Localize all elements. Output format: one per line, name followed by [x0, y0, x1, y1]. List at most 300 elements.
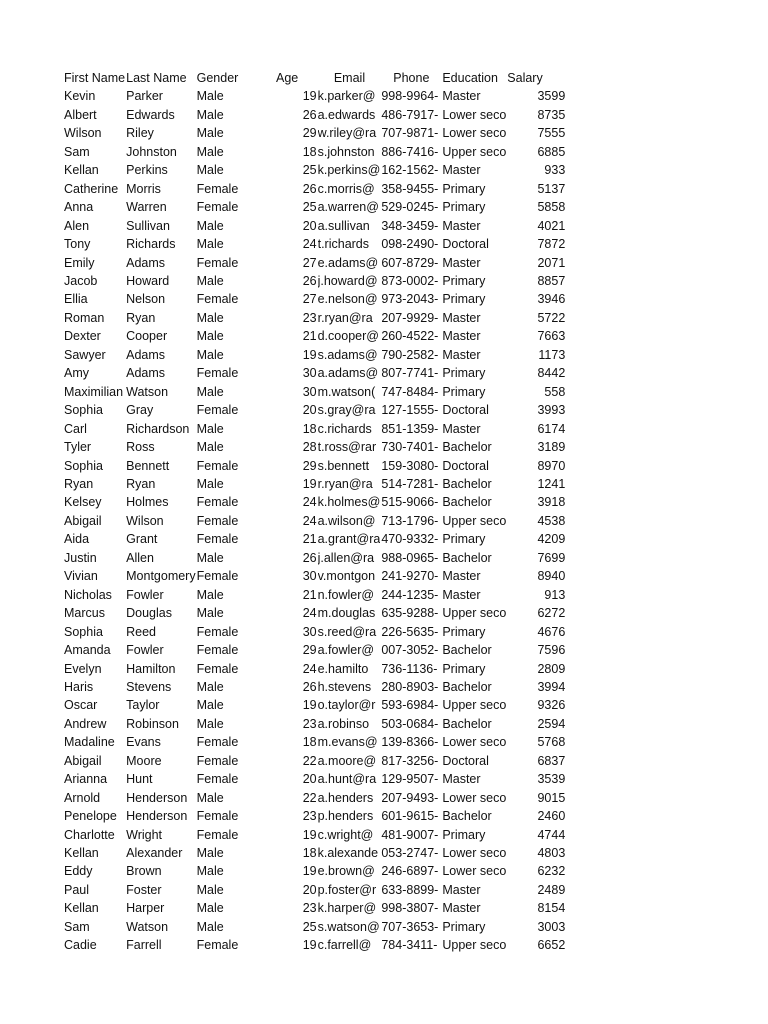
cell-email[interactable]: k.holmes@	[317, 495, 381, 510]
cell-phone[interactable]: 098-2490-	[381, 237, 439, 252]
cell-salary[interactable]: 9015	[537, 790, 566, 805]
cell-age[interactable]: 21	[302, 532, 317, 547]
cell-email[interactable]: e.hamilto	[317, 661, 369, 676]
header-age[interactable]: Age	[275, 71, 299, 85]
cell-gender[interactable]: Female	[196, 569, 239, 584]
cell-first-name[interactable]: Haris	[64, 679, 94, 694]
cell-gender[interactable]: Female	[196, 181, 239, 196]
cell-phone[interactable]: 514-7281-	[381, 476, 439, 491]
cell-age[interactable]: 26	[302, 181, 317, 196]
cell-gender[interactable]: Male	[196, 144, 224, 159]
cell-first-name[interactable]: Nicholas	[64, 587, 112, 602]
cell-phone[interactable]: 162-1562-	[381, 163, 439, 178]
cell-last-name[interactable]: Adams	[126, 366, 166, 381]
cell-salary[interactable]: 3946	[537, 292, 566, 307]
cell-email[interactable]: a.wilson@	[317, 513, 376, 528]
cell-phone[interactable]: 481-9007-	[381, 827, 439, 842]
cell-last-name[interactable]: Adams	[126, 255, 166, 270]
cell-education[interactable]: Master	[442, 882, 481, 897]
cell-last-name[interactable]: Adams	[126, 347, 166, 362]
cell-email[interactable]: t.richards	[317, 237, 370, 252]
cell-age[interactable]: 27	[302, 255, 317, 270]
header-salary[interactable]: Salary	[507, 71, 543, 85]
cell-gender[interactable]: Male	[196, 476, 224, 491]
cell-phone[interactable]: 713-1796-	[381, 513, 439, 528]
header-education[interactable]: Education	[442, 71, 498, 85]
cell-age[interactable]: 25	[302, 919, 317, 934]
cell-last-name[interactable]: Farrell	[126, 938, 162, 953]
cell-gender[interactable]: Male	[196, 384, 224, 399]
cell-salary[interactable]: 8735	[537, 107, 566, 122]
cell-salary[interactable]: 8970	[537, 458, 566, 473]
cell-last-name[interactable]: Ross	[126, 440, 155, 455]
cell-phone[interactable]: 988-0965-	[381, 550, 439, 565]
cell-last-name[interactable]: Morris	[126, 181, 161, 196]
cell-last-name[interactable]: Henderson	[126, 809, 188, 824]
cell-education[interactable]: Upper seco	[442, 606, 507, 621]
cell-gender[interactable]: Female	[196, 643, 239, 658]
cell-salary[interactable]: 913	[544, 587, 566, 602]
cell-first-name[interactable]: Abigail	[64, 753, 102, 768]
cell-education[interactable]: Upper seco	[442, 144, 507, 159]
cell-salary[interactable]: 8857	[537, 273, 566, 288]
cell-age[interactable]: 26	[302, 550, 317, 565]
cell-email[interactable]: a.sullivan	[317, 218, 370, 233]
cell-first-name[interactable]: Abigail	[64, 513, 102, 528]
cell-email[interactable]: n.fowler@	[317, 587, 375, 602]
cell-salary[interactable]: 6174	[537, 421, 566, 436]
cell-salary[interactable]: 6837	[537, 753, 566, 768]
cell-email[interactable]: a.grant@ra	[317, 532, 381, 547]
cell-age[interactable]: 29	[302, 126, 317, 141]
cell-age[interactable]: 18	[302, 735, 317, 750]
cell-last-name[interactable]: Edwards	[126, 107, 175, 122]
cell-salary[interactable]: 3918	[537, 495, 566, 510]
cell-email[interactable]: s.adams@	[317, 347, 378, 362]
cell-gender[interactable]: Male	[196, 218, 224, 233]
cell-email[interactable]: d.cooper@	[317, 329, 379, 344]
cell-last-name[interactable]: Douglas	[126, 606, 172, 621]
cell-email[interactable]: a.hunt@ra	[317, 772, 377, 787]
cell-education[interactable]: Doctoral	[442, 403, 489, 418]
cell-first-name[interactable]: Marcus	[64, 606, 105, 621]
cell-phone[interactable]: 707-3653-	[381, 919, 439, 934]
cell-phone[interactable]: 127-1555-	[381, 403, 439, 418]
cell-age[interactable]: 18	[302, 144, 317, 159]
cell-first-name[interactable]: Paul	[64, 882, 90, 897]
cell-salary[interactable]: 2489	[537, 882, 566, 897]
cell-last-name[interactable]: Johnston	[126, 144, 177, 159]
cell-education[interactable]: Master	[442, 347, 481, 362]
cell-salary[interactable]: 5858	[537, 200, 566, 215]
cell-first-name[interactable]: Kellan	[64, 901, 99, 916]
cell-education[interactable]: Bachelor	[442, 476, 492, 491]
cell-email[interactable]: r.ryan@ra	[317, 310, 373, 325]
cell-gender[interactable]: Male	[196, 846, 224, 861]
cell-first-name[interactable]: Andrew	[64, 716, 107, 731]
cell-age[interactable]: 18	[302, 421, 317, 436]
cell-salary[interactable]: 4744	[537, 827, 566, 842]
cell-education[interactable]: Master	[442, 255, 481, 270]
cell-salary[interactable]: 3003	[537, 919, 566, 934]
cell-education[interactable]: Bachelor	[442, 550, 492, 565]
cell-phone[interactable]: 470-9332-	[381, 532, 439, 547]
cell-age[interactable]: 21	[302, 587, 317, 602]
cell-age[interactable]: 30	[302, 624, 317, 639]
cell-gender[interactable]: Female	[196, 772, 239, 787]
cell-email[interactable]: m.evans@	[317, 735, 378, 750]
cell-education[interactable]: Doctoral	[442, 458, 489, 473]
cell-first-name[interactable]: Dexter	[64, 329, 101, 344]
cell-last-name[interactable]: Watson	[126, 384, 169, 399]
cell-salary[interactable]: 6652	[537, 938, 566, 953]
cell-first-name[interactable]: Madaline	[64, 735, 115, 750]
cell-phone[interactable]: 707-9871-	[381, 126, 439, 141]
cell-first-name[interactable]: Sam	[64, 144, 90, 159]
cell-email[interactable]: s.bennett	[317, 458, 370, 473]
cell-first-name[interactable]: Sophia	[64, 403, 103, 418]
cell-age[interactable]: 19	[302, 864, 317, 879]
cell-last-name[interactable]: Warren	[126, 200, 167, 215]
cell-salary[interactable]: 7663	[537, 329, 566, 344]
cell-phone[interactable]: 129-9507-	[381, 772, 439, 787]
cell-phone[interactable]: 241-9270-	[381, 569, 439, 584]
cell-education[interactable]: Master	[442, 163, 481, 178]
cell-first-name[interactable]: Anna	[64, 200, 94, 215]
cell-email[interactable]: m.watson(	[317, 384, 376, 399]
cell-last-name[interactable]: Watson	[126, 919, 169, 934]
cell-phone[interactable]: 207-9929-	[381, 310, 439, 325]
cell-first-name[interactable]: Charlotte	[64, 827, 115, 842]
cell-first-name[interactable]: Evelyn	[64, 661, 102, 676]
cell-education[interactable]: Bachelor	[442, 643, 492, 658]
header-phone[interactable]: Phone	[393, 71, 430, 85]
cell-salary[interactable]: 5768	[537, 735, 566, 750]
cell-salary[interactable]: 7699	[537, 550, 566, 565]
cell-salary[interactable]: 2460	[537, 809, 566, 824]
cell-first-name[interactable]: Amy	[64, 366, 89, 381]
cell-last-name[interactable]: Robinson	[126, 716, 179, 731]
cell-phone[interactable]: 007-3052-	[381, 643, 439, 658]
cell-phone[interactable]: 747-8484-	[381, 384, 439, 399]
cell-salary[interactable]: 4803	[537, 846, 566, 861]
cell-last-name[interactable]: Grant	[126, 532, 158, 547]
cell-email[interactable]: k.harper@	[317, 901, 377, 916]
cell-email[interactable]: s.johnston	[317, 144, 375, 159]
cell-education[interactable]: Lower seco	[442, 107, 507, 122]
cell-salary[interactable]: 4021	[537, 218, 566, 233]
cell-email[interactable]: k.perkins@	[317, 163, 381, 178]
cell-age[interactable]: 18	[302, 846, 317, 861]
cell-education[interactable]: Bachelor	[442, 440, 492, 455]
cell-age[interactable]: 29	[302, 458, 317, 473]
cell-last-name[interactable]: Sullivan	[126, 218, 170, 233]
cell-age[interactable]: 24	[302, 237, 317, 252]
cell-salary[interactable]: 4209	[537, 532, 566, 547]
cell-gender[interactable]: Female	[196, 938, 239, 953]
cell-salary[interactable]: 7872	[537, 237, 566, 252]
cell-gender[interactable]: Female	[196, 513, 239, 528]
cell-phone[interactable]: 635-9288-	[381, 606, 439, 621]
cell-education[interactable]: Primary	[442, 919, 486, 934]
cell-age[interactable]: 30	[302, 366, 317, 381]
cell-gender[interactable]: Male	[196, 89, 224, 104]
cell-phone[interactable]: 260-4522-	[381, 329, 439, 344]
cell-salary[interactable]: 7555	[537, 126, 566, 141]
cell-first-name[interactable]: Sawyer	[64, 347, 106, 362]
cell-salary[interactable]: 2809	[537, 661, 566, 676]
cell-age[interactable]: 19	[302, 89, 317, 104]
header-gender[interactable]: Gender	[196, 71, 239, 85]
cell-education[interactable]: Doctoral	[442, 237, 489, 252]
cell-salary[interactable]: 5137	[537, 181, 566, 196]
cell-gender[interactable]: Male	[196, 550, 224, 565]
cell-email[interactable]: v.montgon	[317, 569, 376, 584]
cell-gender[interactable]: Male	[196, 107, 224, 122]
cell-education[interactable]: Primary	[442, 273, 486, 288]
cell-education[interactable]: Upper seco	[442, 938, 507, 953]
cell-gender[interactable]: Male	[196, 679, 224, 694]
cell-gender[interactable]: Male	[196, 919, 224, 934]
cell-gender[interactable]: Male	[196, 310, 224, 325]
cell-last-name[interactable]: Foster	[126, 882, 162, 897]
cell-age[interactable]: 19	[302, 938, 317, 953]
cell-gender[interactable]: Female	[196, 200, 239, 215]
cell-age[interactable]: 23	[302, 809, 317, 824]
cell-phone[interactable]: 139-8366-	[381, 735, 439, 750]
cell-last-name[interactable]: Harper	[126, 901, 165, 916]
cell-email[interactable]: a.warren@	[317, 200, 379, 215]
cell-last-name[interactable]: Fowler	[126, 587, 164, 602]
cell-age[interactable]: 21	[302, 329, 317, 344]
cell-last-name[interactable]: Howard	[126, 273, 170, 288]
cell-education[interactable]: Bachelor	[442, 495, 492, 510]
cell-phone[interactable]: 159-3080-	[381, 458, 439, 473]
cell-first-name[interactable]: Catherine	[64, 181, 119, 196]
cell-last-name[interactable]: Moore	[126, 753, 162, 768]
cell-phone[interactable]: 601-9615-	[381, 809, 439, 824]
cell-email[interactable]: j.allen@ra	[317, 550, 375, 565]
cell-age[interactable]: 20	[302, 403, 317, 418]
cell-last-name[interactable]: Stevens	[126, 679, 172, 694]
cell-education[interactable]: Master	[442, 89, 481, 104]
cell-salary[interactable]: 8940	[537, 569, 566, 584]
cell-gender[interactable]: Female	[196, 753, 239, 768]
cell-email[interactable]: j.howard@	[317, 273, 378, 288]
cell-salary[interactable]: 4676	[537, 624, 566, 639]
cell-phone[interactable]: 348-3459-	[381, 218, 439, 233]
cell-age[interactable]: 22	[302, 790, 317, 805]
cell-first-name[interactable]: Albert	[64, 107, 97, 122]
cell-education[interactable]: Primary	[442, 661, 486, 676]
cell-phone[interactable]: 529-0245-	[381, 200, 439, 215]
cell-education[interactable]: Master	[442, 901, 481, 916]
cell-education[interactable]: Lower seco	[442, 735, 507, 750]
cell-first-name[interactable]: Kellan	[64, 163, 99, 178]
cell-salary[interactable]: 4538	[537, 513, 566, 528]
cell-last-name[interactable]: Hunt	[126, 772, 153, 787]
cell-age[interactable]: 26	[302, 679, 317, 694]
cell-gender[interactable]: Male	[196, 882, 224, 897]
cell-first-name[interactable]: Oscar	[64, 698, 98, 713]
cell-phone[interactable]: 784-3411-	[381, 938, 438, 953]
cell-first-name[interactable]: Arianna	[64, 772, 108, 787]
cell-email[interactable]: a.adams@	[317, 366, 379, 381]
cell-first-name[interactable]: Roman	[64, 310, 105, 325]
cell-email[interactable]: s.watson@	[317, 919, 380, 934]
cell-gender[interactable]: Male	[196, 716, 224, 731]
cell-first-name[interactable]: Aida	[64, 532, 90, 547]
cell-last-name[interactable]: Evans	[126, 735, 161, 750]
cell-salary[interactable]: 8442	[537, 366, 566, 381]
cell-email[interactable]: c.farrell@	[317, 938, 372, 953]
cell-first-name[interactable]: Tony	[64, 237, 91, 252]
cell-education[interactable]: Master	[442, 310, 481, 325]
cell-last-name[interactable]: Ryan	[126, 310, 156, 325]
cell-phone[interactable]: 226-5635-	[381, 624, 439, 639]
cell-phone[interactable]: 817-3256-	[381, 753, 439, 768]
cell-age[interactable]: 24	[302, 513, 317, 528]
cell-first-name[interactable]: Sam	[64, 919, 90, 934]
cell-gender[interactable]: Male	[196, 347, 224, 362]
cell-last-name[interactable]: Brown	[126, 864, 162, 879]
cell-gender[interactable]: Female	[196, 661, 239, 676]
cell-first-name[interactable]: Emily	[64, 255, 95, 270]
cell-salary[interactable]: 2594	[537, 716, 566, 731]
cell-age[interactable]: 26	[302, 107, 317, 122]
cell-last-name[interactable]: Riley	[126, 126, 154, 141]
cell-gender[interactable]: Female	[196, 809, 239, 824]
cell-age[interactable]: 25	[302, 200, 317, 215]
cell-salary[interactable]: 3993	[537, 403, 566, 418]
cell-salary[interactable]: 6272	[537, 606, 566, 621]
cell-phone[interactable]: 244-1235-	[381, 587, 439, 602]
cell-education[interactable]: Master	[442, 587, 481, 602]
cell-last-name[interactable]: Richardson	[126, 421, 190, 436]
cell-education[interactable]: Primary	[442, 181, 486, 196]
cell-email[interactable]: k.alexande	[317, 846, 379, 861]
cell-gender[interactable]: Female	[196, 458, 239, 473]
cell-last-name[interactable]: Parker	[126, 89, 163, 104]
cell-last-name[interactable]: Montgomery	[126, 569, 196, 584]
cell-first-name[interactable]: Sophia	[64, 624, 103, 639]
cell-last-name[interactable]: Allen	[126, 550, 154, 565]
cell-phone[interactable]: 593-6984-	[381, 698, 439, 713]
cell-age[interactable]: 19	[302, 476, 317, 491]
cell-education[interactable]: Primary	[442, 384, 486, 399]
cell-salary[interactable]: 1173	[538, 347, 566, 362]
cell-age[interactable]: 23	[302, 901, 317, 916]
cell-age[interactable]: 24	[302, 661, 317, 676]
cell-last-name[interactable]: Henderson	[126, 790, 188, 805]
cell-last-name[interactable]: Cooper	[126, 329, 168, 344]
cell-email[interactable]: t.ross@rar	[317, 440, 377, 455]
cell-age[interactable]: 27	[302, 292, 317, 307]
cell-age[interactable]: 24	[302, 495, 317, 510]
cell-education[interactable]: Lower seco	[442, 846, 507, 861]
cell-email[interactable]: a.fowler@	[317, 643, 375, 658]
cell-age[interactable]: 19	[302, 698, 317, 713]
cell-last-name[interactable]: Perkins	[126, 163, 168, 178]
cell-age[interactable]: 20	[302, 218, 317, 233]
cell-salary[interactable]: 6232	[537, 864, 566, 879]
cell-education[interactable]: Upper seco	[442, 513, 507, 528]
cell-age[interactable]: 20	[302, 772, 317, 787]
cell-first-name[interactable]: Vivian	[64, 569, 98, 584]
cell-email[interactable]: a.henders	[317, 790, 374, 805]
cell-first-name[interactable]: Carl	[64, 421, 87, 436]
cell-gender[interactable]: Male	[196, 329, 224, 344]
cell-phone[interactable]: 486-7917-	[381, 107, 439, 122]
cell-first-name[interactable]: Justin	[64, 550, 97, 565]
cell-first-name[interactable]: Ryan	[64, 476, 94, 491]
cell-education[interactable]: Primary	[442, 532, 486, 547]
cell-education[interactable]: Lower seco	[442, 864, 507, 879]
cell-education[interactable]: Bachelor	[442, 809, 492, 824]
cell-last-name[interactable]: Bennett	[126, 458, 170, 473]
cell-email[interactable]: c.richards	[317, 421, 372, 436]
cell-email[interactable]: a.moore@	[317, 753, 377, 768]
cell-education[interactable]: Master	[442, 329, 481, 344]
cell-first-name[interactable]: Maximilian	[64, 384, 124, 399]
cell-gender[interactable]: Female	[196, 255, 239, 270]
cell-education[interactable]: Primary	[442, 366, 486, 381]
cell-gender[interactable]: Male	[196, 126, 224, 141]
cell-salary[interactable]: 5722	[537, 310, 566, 325]
cell-gender[interactable]: Female	[196, 366, 239, 381]
cell-email[interactable]: k.parker@	[317, 89, 376, 104]
cell-salary[interactable]: 3189	[537, 440, 566, 455]
cell-education[interactable]: Bachelor	[442, 716, 492, 731]
cell-last-name[interactable]: Wright	[126, 827, 163, 842]
cell-education[interactable]: Master	[442, 569, 481, 584]
cell-first-name[interactable]: Cadie	[64, 938, 97, 953]
cell-phone[interactable]: 633-8899-	[381, 882, 439, 897]
cell-gender[interactable]: Male	[196, 273, 224, 288]
cell-education[interactable]: Master	[442, 772, 481, 787]
cell-education[interactable]: Lower seco	[442, 790, 507, 805]
cell-phone[interactable]: 246-6897-	[381, 864, 439, 879]
cell-age[interactable]: 30	[302, 569, 317, 584]
cell-email[interactable]: s.gray@ra	[317, 403, 376, 418]
cell-age[interactable]: 24	[302, 606, 317, 621]
cell-first-name[interactable]: Wilson	[64, 126, 102, 141]
cell-education[interactable]: Primary	[442, 200, 486, 215]
cell-gender[interactable]: Female	[196, 403, 239, 418]
cell-salary[interactable]: 3599	[537, 89, 566, 104]
cell-last-name[interactable]: Holmes	[126, 495, 169, 510]
header-first-name[interactable]: First Name	[64, 71, 126, 85]
cell-email[interactable]: p.henders	[317, 809, 374, 824]
cell-gender[interactable]: Male	[196, 587, 224, 602]
cell-email[interactable]: a.robinso	[317, 716, 370, 731]
cell-first-name[interactable]: Kelsey	[64, 495, 102, 510]
cell-last-name[interactable]: Richards	[126, 237, 176, 252]
cell-salary[interactable]: 6885	[537, 144, 566, 159]
cell-email[interactable]: p.foster@r	[317, 882, 377, 897]
cell-age[interactable]: 29	[302, 643, 317, 658]
cell-first-name[interactable]: Arnold	[64, 790, 101, 805]
cell-salary[interactable]: 9326	[537, 698, 566, 713]
cell-gender[interactable]: Male	[196, 790, 224, 805]
cell-email[interactable]: o.taylor@r	[317, 698, 376, 713]
cell-last-name[interactable]: Gray	[126, 403, 154, 418]
cell-age[interactable]: 28	[302, 440, 317, 455]
cell-education[interactable]: Primary	[442, 624, 486, 639]
cell-salary[interactable]: 3539	[537, 772, 566, 787]
cell-phone[interactable]: 515-9066-	[381, 495, 439, 510]
cell-salary[interactable]: 3994	[537, 679, 566, 694]
